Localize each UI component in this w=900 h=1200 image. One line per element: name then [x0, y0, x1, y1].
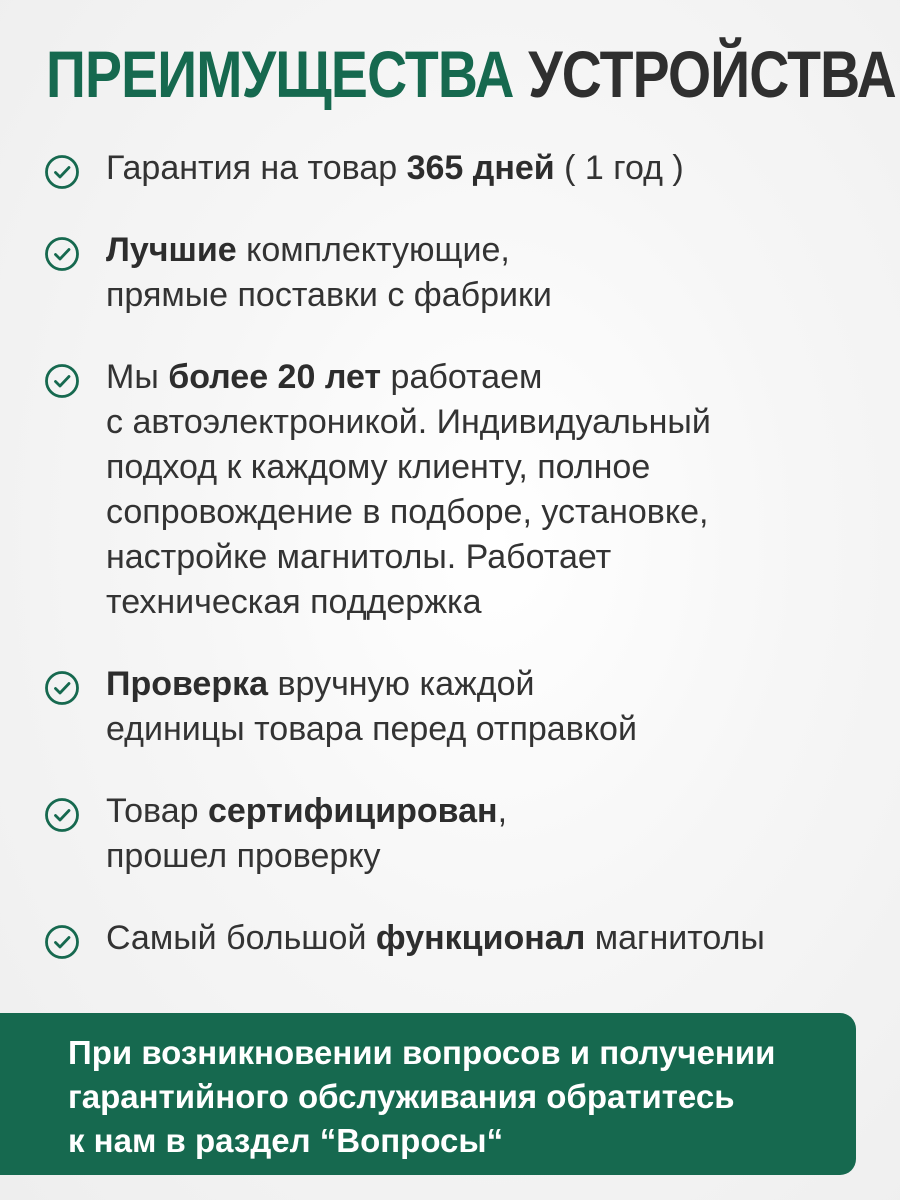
feature-line	[106, 400, 864, 445]
notice-line: к нам в раздел “Вопросы“	[68, 1122, 504, 1159]
feature-line	[106, 789, 864, 834]
text-span: работаем	[381, 358, 543, 396]
page-title	[46, 34, 896, 114]
text-span: ,	[497, 792, 508, 830]
emphasis-text: сертифицирован	[207, 792, 498, 830]
feature-line	[106, 445, 864, 490]
text-span: настройке магнитолы. Работает	[106, 538, 612, 576]
emphasis-text: 365 дней	[406, 149, 555, 187]
text-span: Товар	[106, 792, 208, 830]
feature-line	[106, 707, 864, 752]
feature-line	[106, 834, 864, 879]
text-span: сопровождение в подборе, установке,	[106, 493, 709, 531]
text-span: Самый большой	[106, 919, 376, 957]
title-accent-word: ПРЕИМУЩЕСТВА	[46, 37, 514, 111]
check-circle-icon	[44, 154, 80, 190]
feature-line	[106, 228, 864, 273]
notice-line: При возникновении вопросов и получении	[68, 1034, 776, 1071]
emphasis-text: Проверка	[106, 665, 269, 703]
feature-line	[106, 535, 864, 580]
questions-notice-banner	[0, 1013, 856, 1175]
feature-line	[106, 146, 864, 191]
notice-line: гарантийного обслуживания обратитесь	[68, 1078, 735, 1115]
text-span: вручную каждой	[268, 665, 535, 703]
text-span: Мы	[106, 358, 169, 396]
text-span: магнитолы	[585, 919, 765, 957]
text-span: подход к каждому клиенту, полное	[106, 448, 651, 486]
check-circle-icon	[44, 670, 80, 706]
check-circle-icon	[44, 363, 80, 399]
text-span: Гарантия на товар	[106, 149, 407, 187]
feature-line	[106, 916, 864, 961]
feature-line	[106, 273, 864, 318]
check-circle-icon	[44, 236, 80, 272]
feature-item-warranty	[44, 146, 864, 191]
feature-line	[106, 490, 864, 535]
feature-item-experience	[44, 355, 864, 625]
text-span: прошел проверку	[106, 837, 381, 875]
emphasis-text: более 20 лет	[168, 358, 382, 396]
text-span: прямые поставки с фабрики	[106, 276, 552, 314]
features-list	[44, 146, 864, 961]
title-main-word: УСТРОЙСТВА	[528, 37, 896, 111]
feature-item-inspection	[44, 662, 864, 752]
emphasis-text: Лучшие	[106, 231, 237, 269]
text-span: единицы товара перед отправкой	[106, 710, 637, 748]
emphasis-text: функционал	[375, 919, 586, 957]
check-circle-icon	[44, 924, 80, 960]
text-span: комплектующие,	[236, 231, 510, 269]
check-circle-icon	[44, 797, 80, 833]
text-span: техническая поддержка	[106, 583, 482, 621]
feature-line	[106, 580, 864, 625]
feature-item-functionality	[44, 916, 864, 961]
feature-line	[106, 355, 864, 400]
feature-line	[106, 662, 864, 707]
feature-item-certified	[44, 789, 864, 879]
text-span: с автоэлектроникой. Индивидуальный	[106, 403, 711, 441]
text-span: ( 1 год )	[554, 149, 684, 187]
feature-item-components	[44, 228, 864, 318]
